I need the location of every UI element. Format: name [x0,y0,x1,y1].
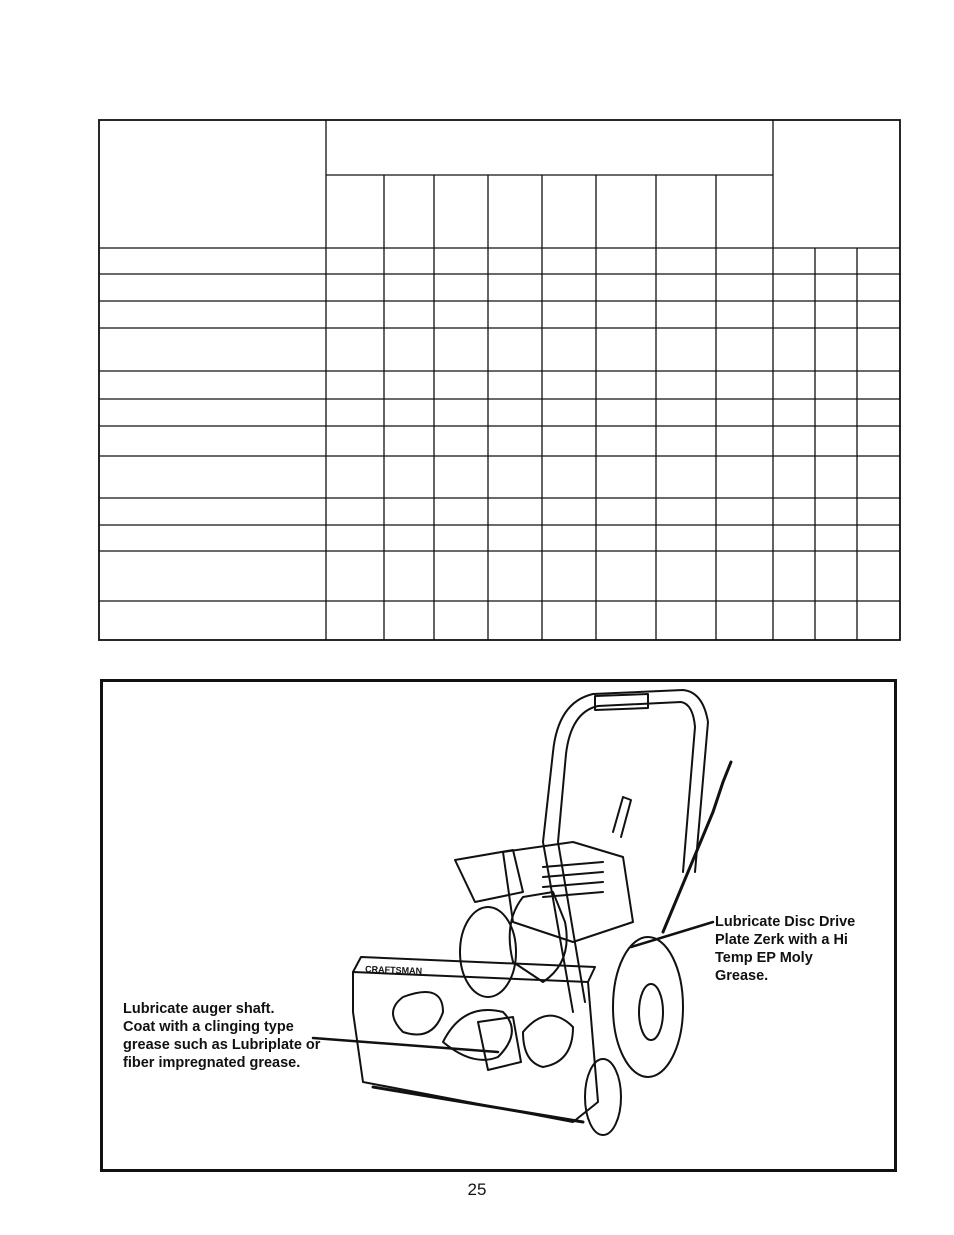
leader-right [631,922,713,947]
brand-logo: CRAFTSMAN [364,964,423,976]
control-rod [663,762,731,932]
auger-spiral-mid [443,1010,512,1060]
wheel-left [460,907,516,997]
scraper-bar [373,1087,583,1122]
auger-spiral-right [523,1016,573,1067]
disc-drive-callout [715,913,855,985]
wheel-right [613,937,683,1077]
callout-left-line: Coat with a clinging type [123,1019,294,1035]
callout-right-line: Grease. [715,968,769,984]
handle-left [543,690,708,1012]
throttle-lever [613,797,631,837]
callout-left-line: fiber impregnated grease. [123,1055,301,1071]
fuel-tank [455,850,523,902]
handle-grip [595,694,648,710]
auger-spiral-left [393,992,443,1035]
callout-right-line: Lubricate Disc Drive [715,914,856,930]
lubrication-figure [100,679,897,1172]
callout-right-line: Temp EP Moly [715,950,813,966]
callout-left-line: Lubricate auger shaft. [123,1001,275,1017]
page-number: 25 [467,1180,487,1199]
auger-housing [353,972,598,1122]
callout-left-line: grease such as Lubriplate or [123,1037,321,1053]
callout-right-line: Plate Zerk with a Hi [715,932,848,948]
wheel-right-hub [639,984,663,1040]
handle-inner [558,702,695,1002]
wheel-skid [585,1059,621,1135]
auger-gearbox [478,1017,521,1070]
leader-left [313,1038,498,1052]
auger-shaft-callout [123,1000,320,1072]
